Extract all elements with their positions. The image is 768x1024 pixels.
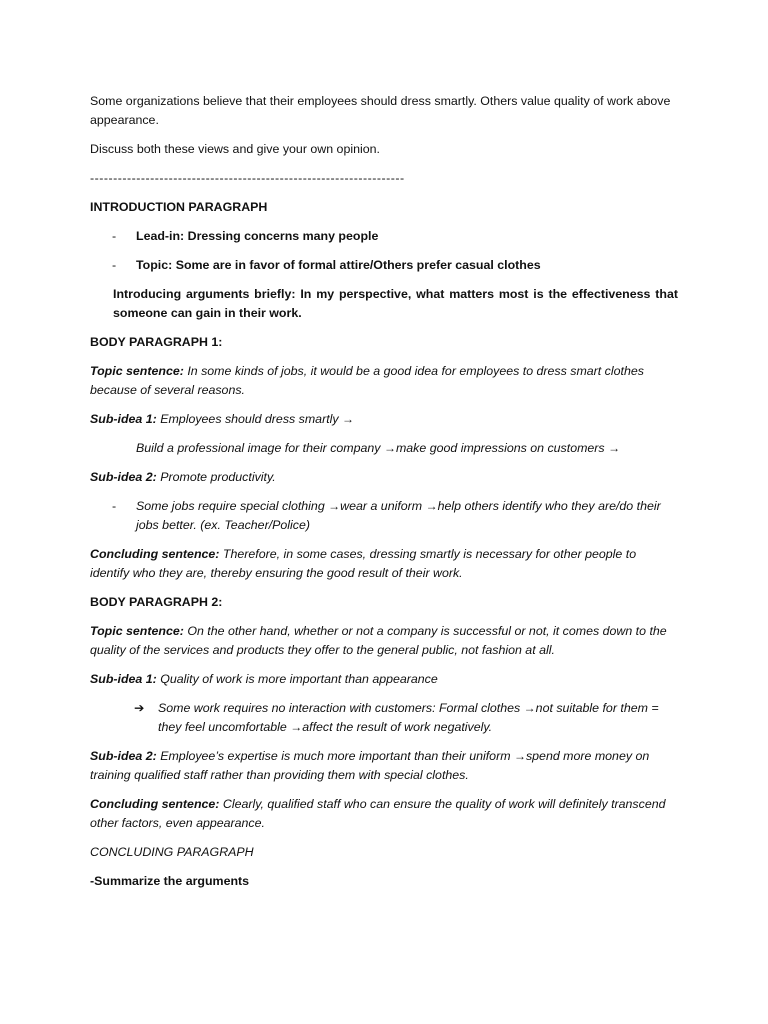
body2-concluding-sentence — [90, 795, 678, 833]
conclusion-summary: -Summarize the arguments — [90, 874, 250, 888]
body2-sub-idea-2 — [90, 747, 678, 785]
conclusion-heading: CONCLUDING PARAGRAPH — [90, 845, 254, 859]
body1-concluding-sentence — [90, 545, 678, 583]
detail-text: Build a professional image for their company — [136, 441, 384, 455]
detail-text: wear a uniform — [340, 499, 426, 513]
arrow-icon: → — [425, 499, 438, 513]
sub-idea-label: Sub-idea 1: — [90, 412, 157, 426]
prompt-task: Discuss both these views and give your own opinion. — [90, 142, 380, 156]
intro-topic-item — [90, 256, 678, 275]
dash-bullet: - — [112, 258, 117, 272]
dash-bullet: - — [112, 229, 117, 243]
document-page — [90, 92, 678, 901]
intro-arguments: Introducing arguments briefly: In my perspective, what matters most is the effectiveness that someone can gain in their work. — [113, 287, 678, 320]
concluding-sentence-text: Therefore, in some cases, dressing smartly is necessary for other people to identify who they are, thereby ensuring the good result of their work. — [90, 547, 637, 580]
sub-idea-label: Sub-idea 1: — [90, 672, 157, 686]
arrow-icon: → — [608, 441, 621, 455]
body2-heading: BODY PARAGRAPH 2: — [90, 595, 223, 609]
arrow-icon: → — [328, 499, 341, 513]
body2-sub-idea-1 — [90, 670, 678, 689]
sub-idea-text: spend more money on training qualified staff rather than providing them with special clothes. — [90, 749, 650, 782]
sub-idea-text: Promote productivity. — [156, 470, 276, 484]
intro-lead-in: Lead-in: Dressing concerns many people — [136, 229, 379, 243]
detail-text: make good impressions on customers — [395, 441, 609, 455]
arrow-icon: → — [513, 749, 526, 763]
body1-topic-sentence — [90, 362, 678, 400]
body2-sub-idea-1-detail — [90, 699, 678, 737]
sub-idea-text: Employees should dress smartly — [156, 412, 343, 426]
arrow-icon: → — [290, 720, 303, 734]
prompt-statement: Some organizations believe that their employees should dress smartly. Others value quality of work above appearance. — [90, 94, 671, 127]
detail-text: affect the result of work negatively. — [302, 720, 493, 734]
detail-text: help others identify who they are/do their jobs better. (ex. Teacher/Police) — [136, 499, 661, 532]
detail-text: Some work requires no interaction with customers: Formal clothes — [158, 701, 524, 715]
detail-text: Some jobs require special clothing — [136, 499, 329, 513]
intro-heading: INTRODUCTION PARAGRAPH — [90, 200, 268, 214]
arrow-icon: → — [342, 412, 355, 426]
detail-text: not suitable for them = they feel uncomfortable — [158, 701, 659, 734]
body1-sub-idea-1 — [90, 410, 678, 429]
arrow-icon: → — [383, 441, 396, 455]
body1-sub-idea-1-detail — [90, 439, 678, 458]
sub-idea-text: Employee’s expertise is much more important than their uniform — [156, 749, 514, 763]
topic-sentence-label: Topic sentence: — [90, 624, 184, 638]
divider: -------------------------------------------------------------------- — [90, 171, 405, 185]
body1-heading: BODY PARAGRAPH 1: — [90, 335, 223, 349]
dash-bullet: - — [112, 499, 117, 513]
concluding-sentence-label: Concluding sentence: — [90, 797, 220, 811]
concluding-sentence-label: Concluding sentence: — [90, 547, 220, 561]
topic-sentence-label: Topic sentence: — [90, 364, 184, 378]
body2-topic-sentence — [90, 622, 678, 660]
intro-lead-in-item — [90, 227, 678, 246]
intro-topic: Topic: Some are in favor of formal attire/Others prefer casual clothes — [136, 258, 541, 272]
sub-idea-label: Sub-idea 2: — [90, 470, 157, 484]
body1-sub-idea-2 — [90, 468, 678, 487]
topic-sentence-text: On the other hand, whether or not a company is successful or not, it comes down to the quality of the services and products they offer to the general public, not fashion at all. — [90, 624, 667, 657]
body1-sub-idea-2-detail — [90, 497, 678, 535]
sub-idea-text: Quality of work is more important than appearance — [156, 672, 438, 686]
sub-idea-label: Sub-idea 2: — [90, 749, 157, 763]
topic-sentence-text: In some kinds of jobs, it would be a good idea for employees to dress smart clothes because of several reasons. — [90, 364, 644, 397]
concluding-sentence-text: Clearly, qualified staff who can ensure the quality of work will definitely transcend other factors, even appearance. — [90, 797, 666, 830]
arrow-icon: → — [523, 701, 536, 715]
arrow-bullet-icon: ➔ — [134, 701, 145, 715]
